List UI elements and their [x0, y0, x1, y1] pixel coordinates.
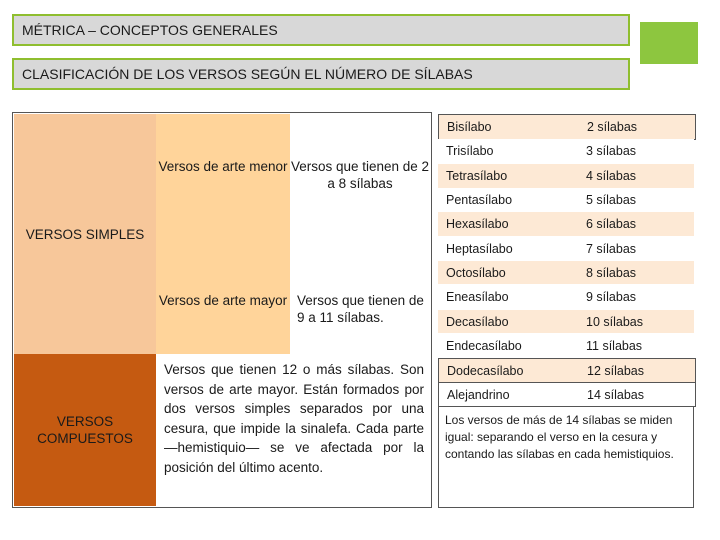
arte-mayor-label: Versos de arte mayor — [156, 282, 290, 354]
syllable-count: 11 sílabas — [578, 334, 694, 358]
table-row — [438, 114, 696, 140]
verse-name: Tetrasílabo — [438, 164, 578, 188]
verse-name: Alejandrino — [439, 383, 579, 406]
table-row — [438, 139, 694, 163]
verse-name: Dodecasílabo — [439, 359, 579, 382]
verse-name: Trisílabo — [438, 139, 578, 163]
slide-subtitle: CLASIFICACIÓN DE LOS VERSOS SEGÚN EL NÚMERO DE SÍLABAS — [12, 58, 630, 90]
versos-simples-label: VERSOS SIMPLES — [14, 114, 156, 354]
versos-compuestos-label: VERSOS COMPUESTOS — [14, 354, 156, 506]
syllable-count: 5 sílabas — [578, 188, 694, 211]
arte-menor-description: Versos que tienen de 2 a 8 sílabas — [290, 114, 430, 282]
syllable-count: 7 sílabas — [578, 237, 694, 261]
syllable-count: 8 sílabas — [578, 261, 694, 284]
verse-name: Eneasílabo — [438, 285, 578, 309]
table-row — [438, 188, 694, 211]
table-note: Los versos de más de 14 sílabas se miden igual: separando el verso en la cesura y contando las sílabas en cada hemistiquios. — [438, 406, 694, 508]
table-row — [438, 261, 694, 284]
syllable-count: 4 sílabas — [578, 164, 694, 188]
table-row — [438, 285, 694, 309]
compuestos-description: Versos que tienen 12 o más sílabas. Son versos de arte mayor. Están formados por dos versos simples separados por una cesura, que impide la sinalefa. Cada parte —hemistiquio— se ve afectada por la posición del último acento. — [164, 362, 424, 475]
compuestos-description-cell — [156, 354, 430, 506]
syllable-count: 2 sílabas — [579, 115, 695, 139]
syllable-count: 3 sílabas — [578, 139, 694, 163]
table-row — [438, 237, 694, 261]
table-row — [438, 310, 694, 333]
verse-name: Octosílabo — [438, 261, 578, 284]
verse-name: Decasílabo — [438, 310, 578, 333]
verse-name: Bisílabo — [439, 115, 579, 139]
arte-menor-label: Versos de arte menor — [156, 114, 290, 282]
slide-title: MÉTRICA – CONCEPTOS GENERALES — [12, 14, 630, 46]
syllable-count: 6 sílabas — [578, 212, 694, 236]
syllable-count: 12 sílabas — [579, 359, 695, 382]
verse-name: Endecasílabo — [438, 334, 578, 358]
arte-mayor-description: Versos que tienen de 9 a 11 sílabas. — [290, 282, 430, 354]
syllable-count: 10 sílabas — [578, 310, 694, 333]
syllable-count: 14 sílabas — [579, 383, 695, 406]
table-row — [438, 334, 694, 358]
verse-name: Heptasílabo — [438, 237, 578, 261]
accent-square — [640, 22, 698, 64]
table-row — [438, 164, 694, 188]
syllable-count: 9 sílabas — [578, 285, 694, 309]
table-row — [438, 382, 696, 407]
verse-name: Pentasílabo — [438, 188, 578, 211]
table-row — [438, 358, 696, 383]
verse-name: Hexasílabo — [438, 212, 578, 236]
table-row — [438, 212, 694, 236]
